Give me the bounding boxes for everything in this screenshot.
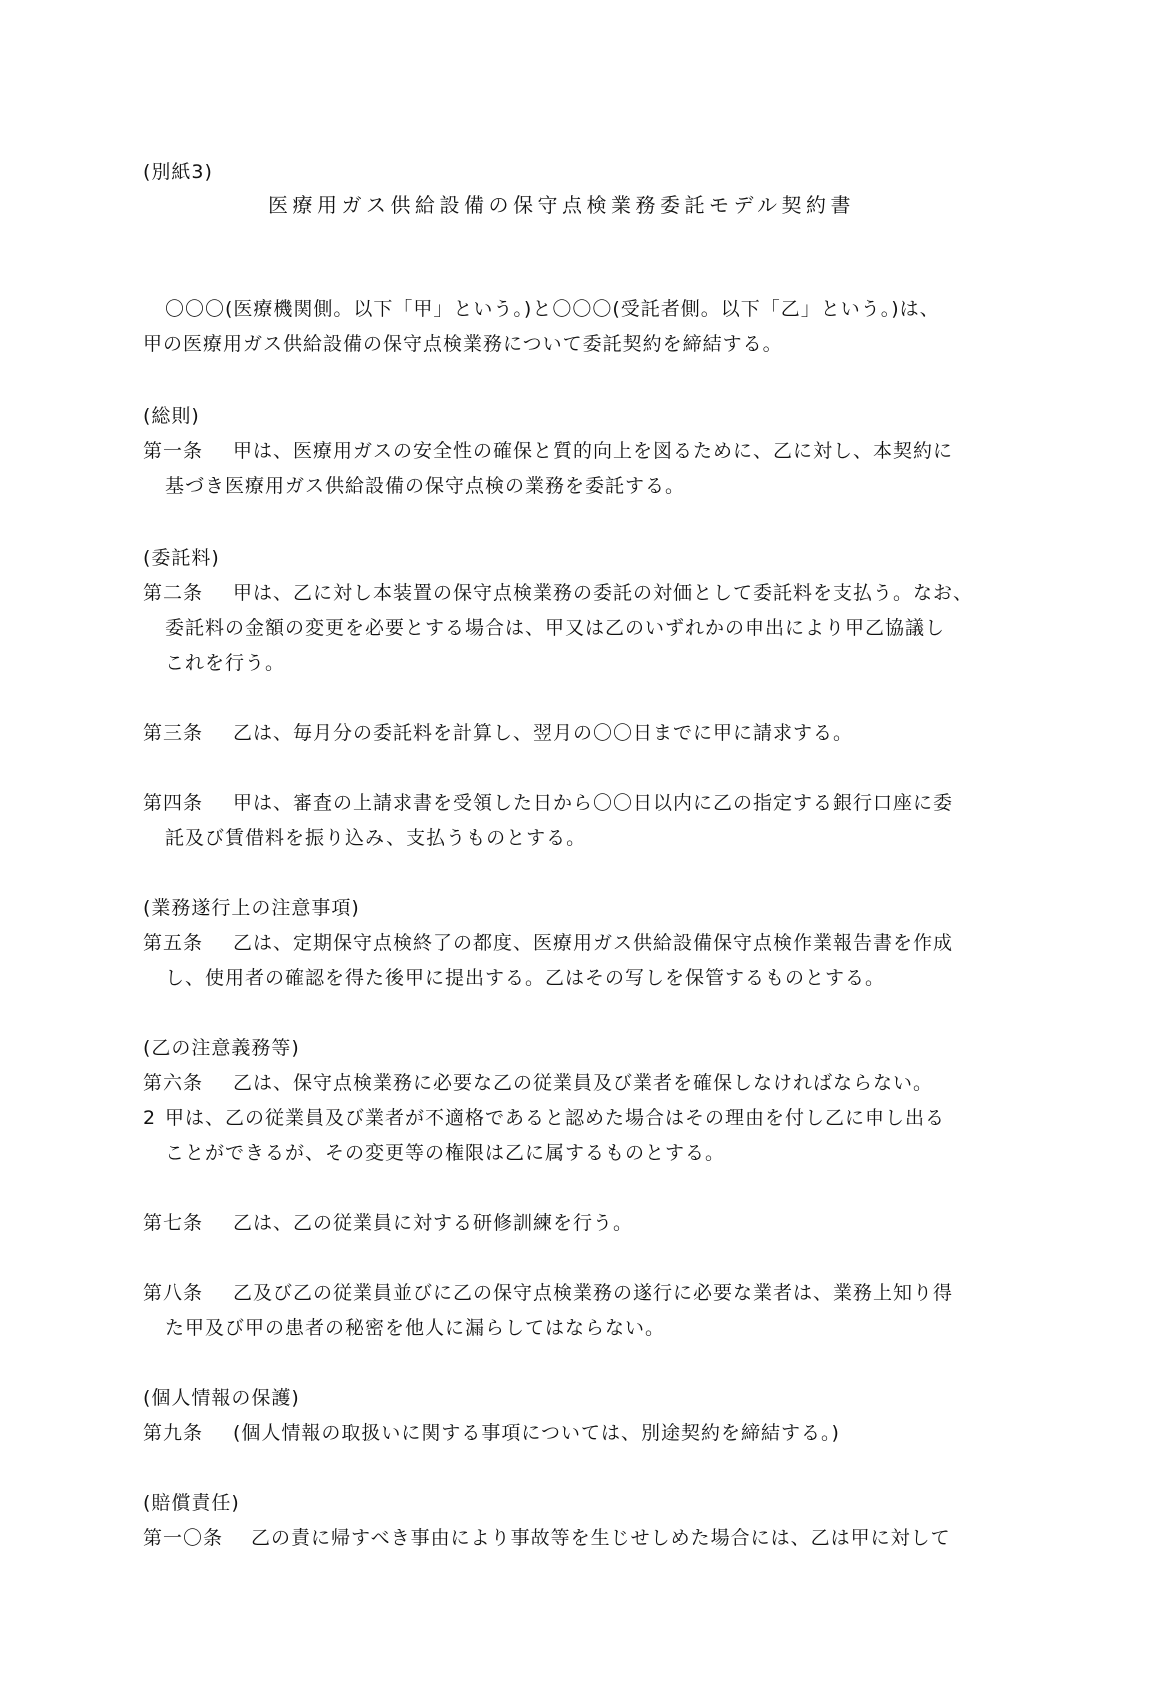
- article-8-line-1: [143, 1281, 953, 1305]
- article-5-line-1: [143, 931, 953, 955]
- article-6-paragraph-2-line-2: ことができるが、その変更等の権限は乙に属するものとする。: [165, 1142, 726, 1164]
- article-text: (個人情報の取扱いに関する事項については、別途契約を締結する。): [233, 1422, 840, 1444]
- section-heading-liability: (賠償責任): [143, 1492, 240, 1514]
- preamble-line-1: 〇〇〇(医療機関側。以下「甲」という。)と〇〇〇(受託者側。以下「乙」という。)は、: [165, 298, 940, 320]
- article-4-line-1: [143, 791, 953, 815]
- article-6-paragraph-2-line-1: [143, 1106, 945, 1130]
- article-8-line-2: た甲及び甲の患者の秘密を他人に漏らしてはならない。: [165, 1317, 666, 1339]
- article-text: 乙は、乙の従業員に対する研修訓練を行う。: [233, 1212, 634, 1234]
- article-9-line-1: [143, 1421, 840, 1445]
- article-text: 乙の責に帰すべき事由により事故等を生じせしめた場合には、乙は甲に対して: [251, 1527, 951, 1549]
- attachment-label: (別紙3): [143, 161, 213, 183]
- article-text: 甲は、乙に対し本装置の保守点検業務の委託の対価として委託料を支払う。なお、: [233, 582, 974, 604]
- section-heading-privacy: (個人情報の保護): [143, 1387, 300, 1409]
- article-1-line-2: 基づき医療用ガス供給設備の保守点検の業務を委託する。: [165, 475, 686, 497]
- article-number: 第六条: [143, 1072, 204, 1094]
- section-heading-fee: (委託料): [143, 547, 220, 569]
- article-1-line-1: [143, 439, 953, 463]
- document-title: 医療用ガス供給設備の保守点検業務委託モデル契約書: [268, 193, 855, 217]
- article-number: 第五条: [143, 932, 204, 954]
- article-text: 甲は、審査の上請求書を受領した日から〇〇日以内に乙の指定する銀行口座に委: [233, 792, 954, 814]
- article-2-line-3: これを行う。: [165, 652, 286, 674]
- article-2-line-2: 委託料の金額の変更を必要とする場合は、甲又は乙のいずれかの申出により甲乙協議し: [165, 617, 946, 639]
- article-text: 乙は、定期保守点検終了の都度、医療用ガス供給設備保守点検作業報告書を作成: [233, 932, 954, 954]
- article-text: 乙は、保守点検業務に必要な乙の従業員及び業者を確保しなければならない。: [233, 1072, 934, 1094]
- article-7-line-1: [143, 1211, 633, 1235]
- section-heading-care-duty: (乙の注意義務等): [143, 1037, 300, 1059]
- article-text: 甲は、医療用ガスの安全性の確保と質的向上を図るために、乙に対し、本契約に: [233, 440, 954, 462]
- article-number: 第四条: [143, 792, 204, 814]
- article-number: 第七条: [143, 1212, 204, 1234]
- article-2-line-1: [143, 581, 973, 605]
- article-number: 第二条: [143, 582, 204, 604]
- article-number: 第八条: [143, 1282, 204, 1304]
- article-10-line-1: [143, 1526, 951, 1550]
- preamble-line-2: 甲の医療用ガス供給設備の保守点検業務について委託契約を締結する。: [143, 333, 783, 355]
- article-text: 乙は、毎月分の委託料を計算し、翌月の〇〇日までに甲に請求する。: [233, 722, 854, 744]
- section-heading-duties: (業務遂行上の注意事項): [143, 897, 360, 919]
- section-heading-general: (総則): [143, 405, 200, 427]
- article-4-line-2: 託及び賃借料を振り込み、支払うものとする。: [165, 827, 587, 849]
- article-3-line-1: [143, 721, 853, 745]
- paragraph-text: 甲は、乙の従業員及び業者が不適格であると認めた場合はその理由を付し乙に申し出る: [165, 1107, 946, 1129]
- article-5-line-2: し、使用者の確認を得た後甲に提出する。乙はその写しを保管するものとする。: [165, 967, 886, 989]
- article-number: 第三条: [143, 722, 204, 744]
- paragraph-number: 2: [143, 1107, 157, 1129]
- article-6-line-1: [143, 1071, 933, 1095]
- article-number: 第一〇条: [143, 1527, 224, 1549]
- article-number: 第九条: [143, 1422, 204, 1444]
- article-text: 乙及び乙の従業員並びに乙の保守点検業務の遂行に必要な業者は、業務上知り得: [233, 1282, 954, 1304]
- article-number: 第一条: [143, 440, 204, 462]
